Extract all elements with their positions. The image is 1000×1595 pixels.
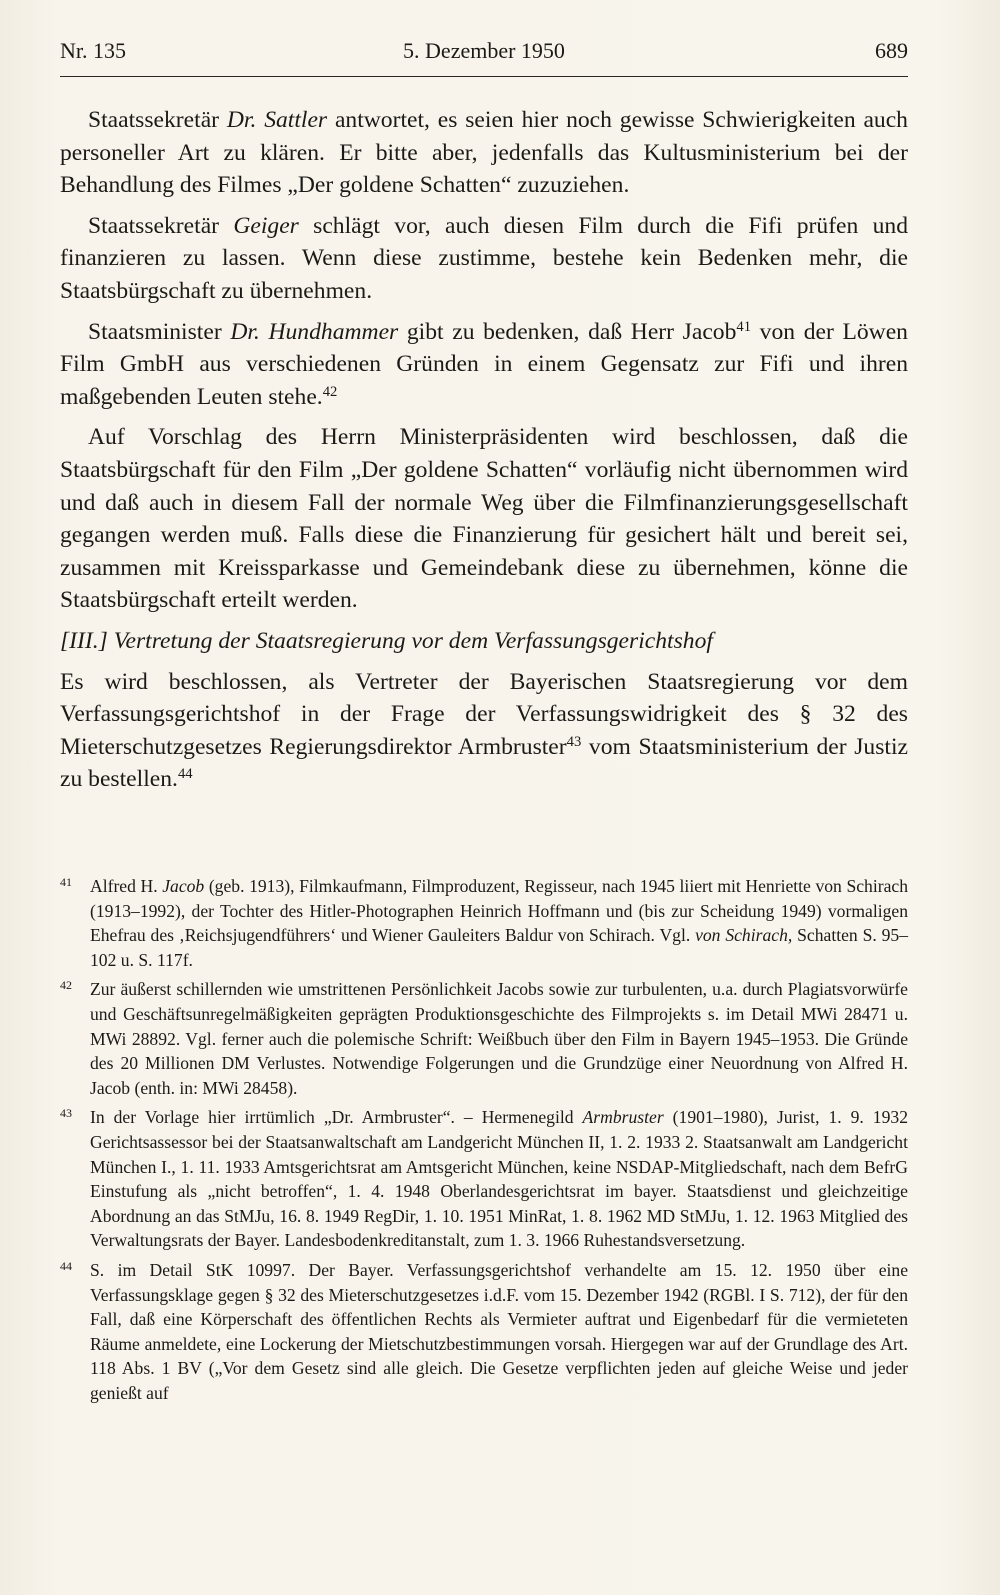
paragraph-geiger — [60, 210, 908, 308]
text-run: von der Löwen Film GmbH aus verschiedenen Gründen in einem Gegensatz zur Fifi und ihren maßgebenden Leuten stehe. — [60, 318, 908, 410]
text-run: Staatsminister — [88, 318, 231, 345]
footnote-44 — [60, 1258, 908, 1406]
footnote-number: 41 — [60, 875, 72, 889]
speaker-name: Geiger — [233, 212, 299, 239]
footnote-43 — [60, 1105, 908, 1253]
main-text — [60, 104, 908, 804]
speaker-name: Dr. Sattler — [226, 107, 328, 133]
text-run: Zur äußerst schillernden wie umstrittenen Persönlichkeit Jacobs sowie zur turbulenten, u.a. durch Plagiatsvorwürfe und Geschäftsunregelmäßigkeiten geprägten Produktionsgeschichte des Filmprojekts s. im Detail MWi 28471 u. MWi 28892. Vgl. ferner auch die polemische Schrift: Weißbuch über den Film in Bayern 1945–1953. Die Gründe des 20 Millionen DM Verlustes. Notwendige Folgerungen und die Grundzüge einer Neuordnung von Alfred H. Jacob (enth. in: MWi 28458). — [90, 979, 908, 1098]
text-run: Alfred H. — [90, 876, 163, 896]
page-number: 689 — [875, 38, 908, 63]
footnote-ref[interactable]: 43 — [566, 733, 582, 750]
text-run: In der Vorlage hier irrtümlich „Dr. Armbruster“. – Hermenegild — [90, 1107, 583, 1128]
footnote-number: 43 — [60, 1106, 72, 1121]
footnote-ref[interactable]: 44 — [177, 766, 193, 783]
header-rule — [60, 76, 908, 77]
text-run: Schatten S. 95–102 u. S. 117f. — [90, 925, 908, 970]
text-run: (1901–1980), Jurist, 1. 9. 1932 Gerichtsassessor bei der Staatsanwaltschaft am Landgericht München II, 1. 2. 1933 2. Staatsanwalt am Landgericht München I., 1. 11. 1933 Amtsgerichtsrat am Amtsgericht München, keine NSDAP-Mitgliedschaft, nach dem BefrG Einstufung als „nicht betroffen“, 1. 4. 1948 Oberlandesgerichtsrat im bayer. Staatsdienst und gleichzeitige Abordnung an das StMJu, 16. 8. 1949 RegDir, 1. 10. 1951 MinRat, 1. 8. 1962 MD StMJu, 1. 12. 1963 Mitglied des Verwaltungsrats der Bayer. Landesbodenkreditanstalt, zum 1. 3. 1966 Ruhestandsversetzung. — [90, 1107, 908, 1251]
text-run: gibt zu bedenken, daß Herr Jacob — [398, 318, 737, 345]
text-run: schlägt vor, auch diesen Film durch die Fifi prüfen und finanzieren zu lassen. Wenn diese zustimme, bestehe kein Bedenken mehr, die Staatsbürgschaft zu übernehmen. — [60, 212, 909, 304]
person-name: Armbruster — [582, 1107, 664, 1128]
footnote-41 — [60, 874, 908, 972]
section-heading: [III.] Vertretung der Staatsregierung vor dem Verfassungsgerichtshof — [60, 627, 713, 654]
text-run: (geb. 1913), Filmkaufmann, Filmproduzent, Regisseur, nach 1945 liiert mit Henriette von Schirach (1913–1992), der Tochter des Hitler-Photographen Heinrich Hoffmann und (bis zur Scheidung 1949) vormaligen Ehefrau des ‚Reichsjugendführers‘ und Wiener Gauleiters Baldur von Schirach. Vgl. — [90, 876, 908, 946]
footnote-number: 44 — [60, 1258, 72, 1273]
footnotes — [60, 874, 908, 1410]
footnote-42 — [60, 977, 908, 1100]
text-run: vom Staatsministerium der Justiz zu bestellen. — [60, 733, 908, 793]
paragraph-decision: Auf Vorschlag des Herrn Ministerpräsidenten wird beschlossen, daß die Staatsbürgschaft für den Film „Der goldene Schatten“ vorläufig nicht übernommen wird und daß auch in diesem Fall der normale Weg über die Filmfinanzierungsgesellschaft gegangen werden muß. Falls diese die Finanzierung für gesichert hält und bereit sei, zusammen mit Kreissparkasse und Gemeindebank diese zu übernehmen, könne die Staatsbürgschaft erteilt werden. — [60, 424, 908, 614]
footnote-ref[interactable]: 41 — [736, 318, 752, 335]
paragraph-hundhammer — [60, 316, 908, 414]
document-date: 5. Dezember 1950 — [403, 38, 565, 63]
running-head — [60, 38, 908, 72]
speaker-name: Dr. Hundhammer — [230, 318, 399, 345]
paragraph-sattler — [60, 104, 908, 202]
footnote-number: 42 — [60, 978, 72, 993]
paragraph-resolution — [60, 666, 908, 796]
text-run: Es wird beschlossen, als Vertreter der Bayerischen Staatsregierung vor dem Verfassungsgerichtshof in der Frage der Verfassungswidrigkeit des § 32 des Mieterschutzgesetzes Regierungsdirektor Armbruster — [60, 668, 908, 760]
text-run: S. im Detail StK 10997. Der Bayer. Verfassungsgerichtshof verhandelte am 15. 12. 1950 über eine Verfassungsklage gegen § 32 des Mieterschutzgesetzes i.d.F. vom 15. Dezember 1942 (RGBl. I S. 712), der für den Fall, daß eine Körperschaft des öffentlichen Rechts als Vermieter auftrat und Eigenbedarf für die vermieteten Räume anmeldete, eine Lockerung der Mietschutzbestimmungen vorsah. Hiergegen war auf der Grundlage des Art. 118 Abs. 1 BV („Vor dem Gesetz sind alle gleich. Die Gesetze verpflichten jeden auf gleiche Weise und jeder genießt auf — [90, 1259, 908, 1403]
footnote-ref[interactable]: 42 — [322, 383, 338, 400]
text-run: Staatssekretär — [88, 107, 227, 133]
person-name: Jacob — [162, 876, 205, 896]
document-number: Nr. 135 — [60, 38, 126, 63]
text-run: antwortet, es seien hier noch gewisse Schwierigkeiten auch personeller Art zu klären. Er bitte aber, jedenfalls das Kultusministerium bei der Behandlung des Filmes „Der goldene Schatten“ zuzuziehen. — [60, 107, 908, 199]
source-author: von Schirach, — [695, 925, 793, 946]
text-run: Staatssekretär — [88, 212, 234, 239]
